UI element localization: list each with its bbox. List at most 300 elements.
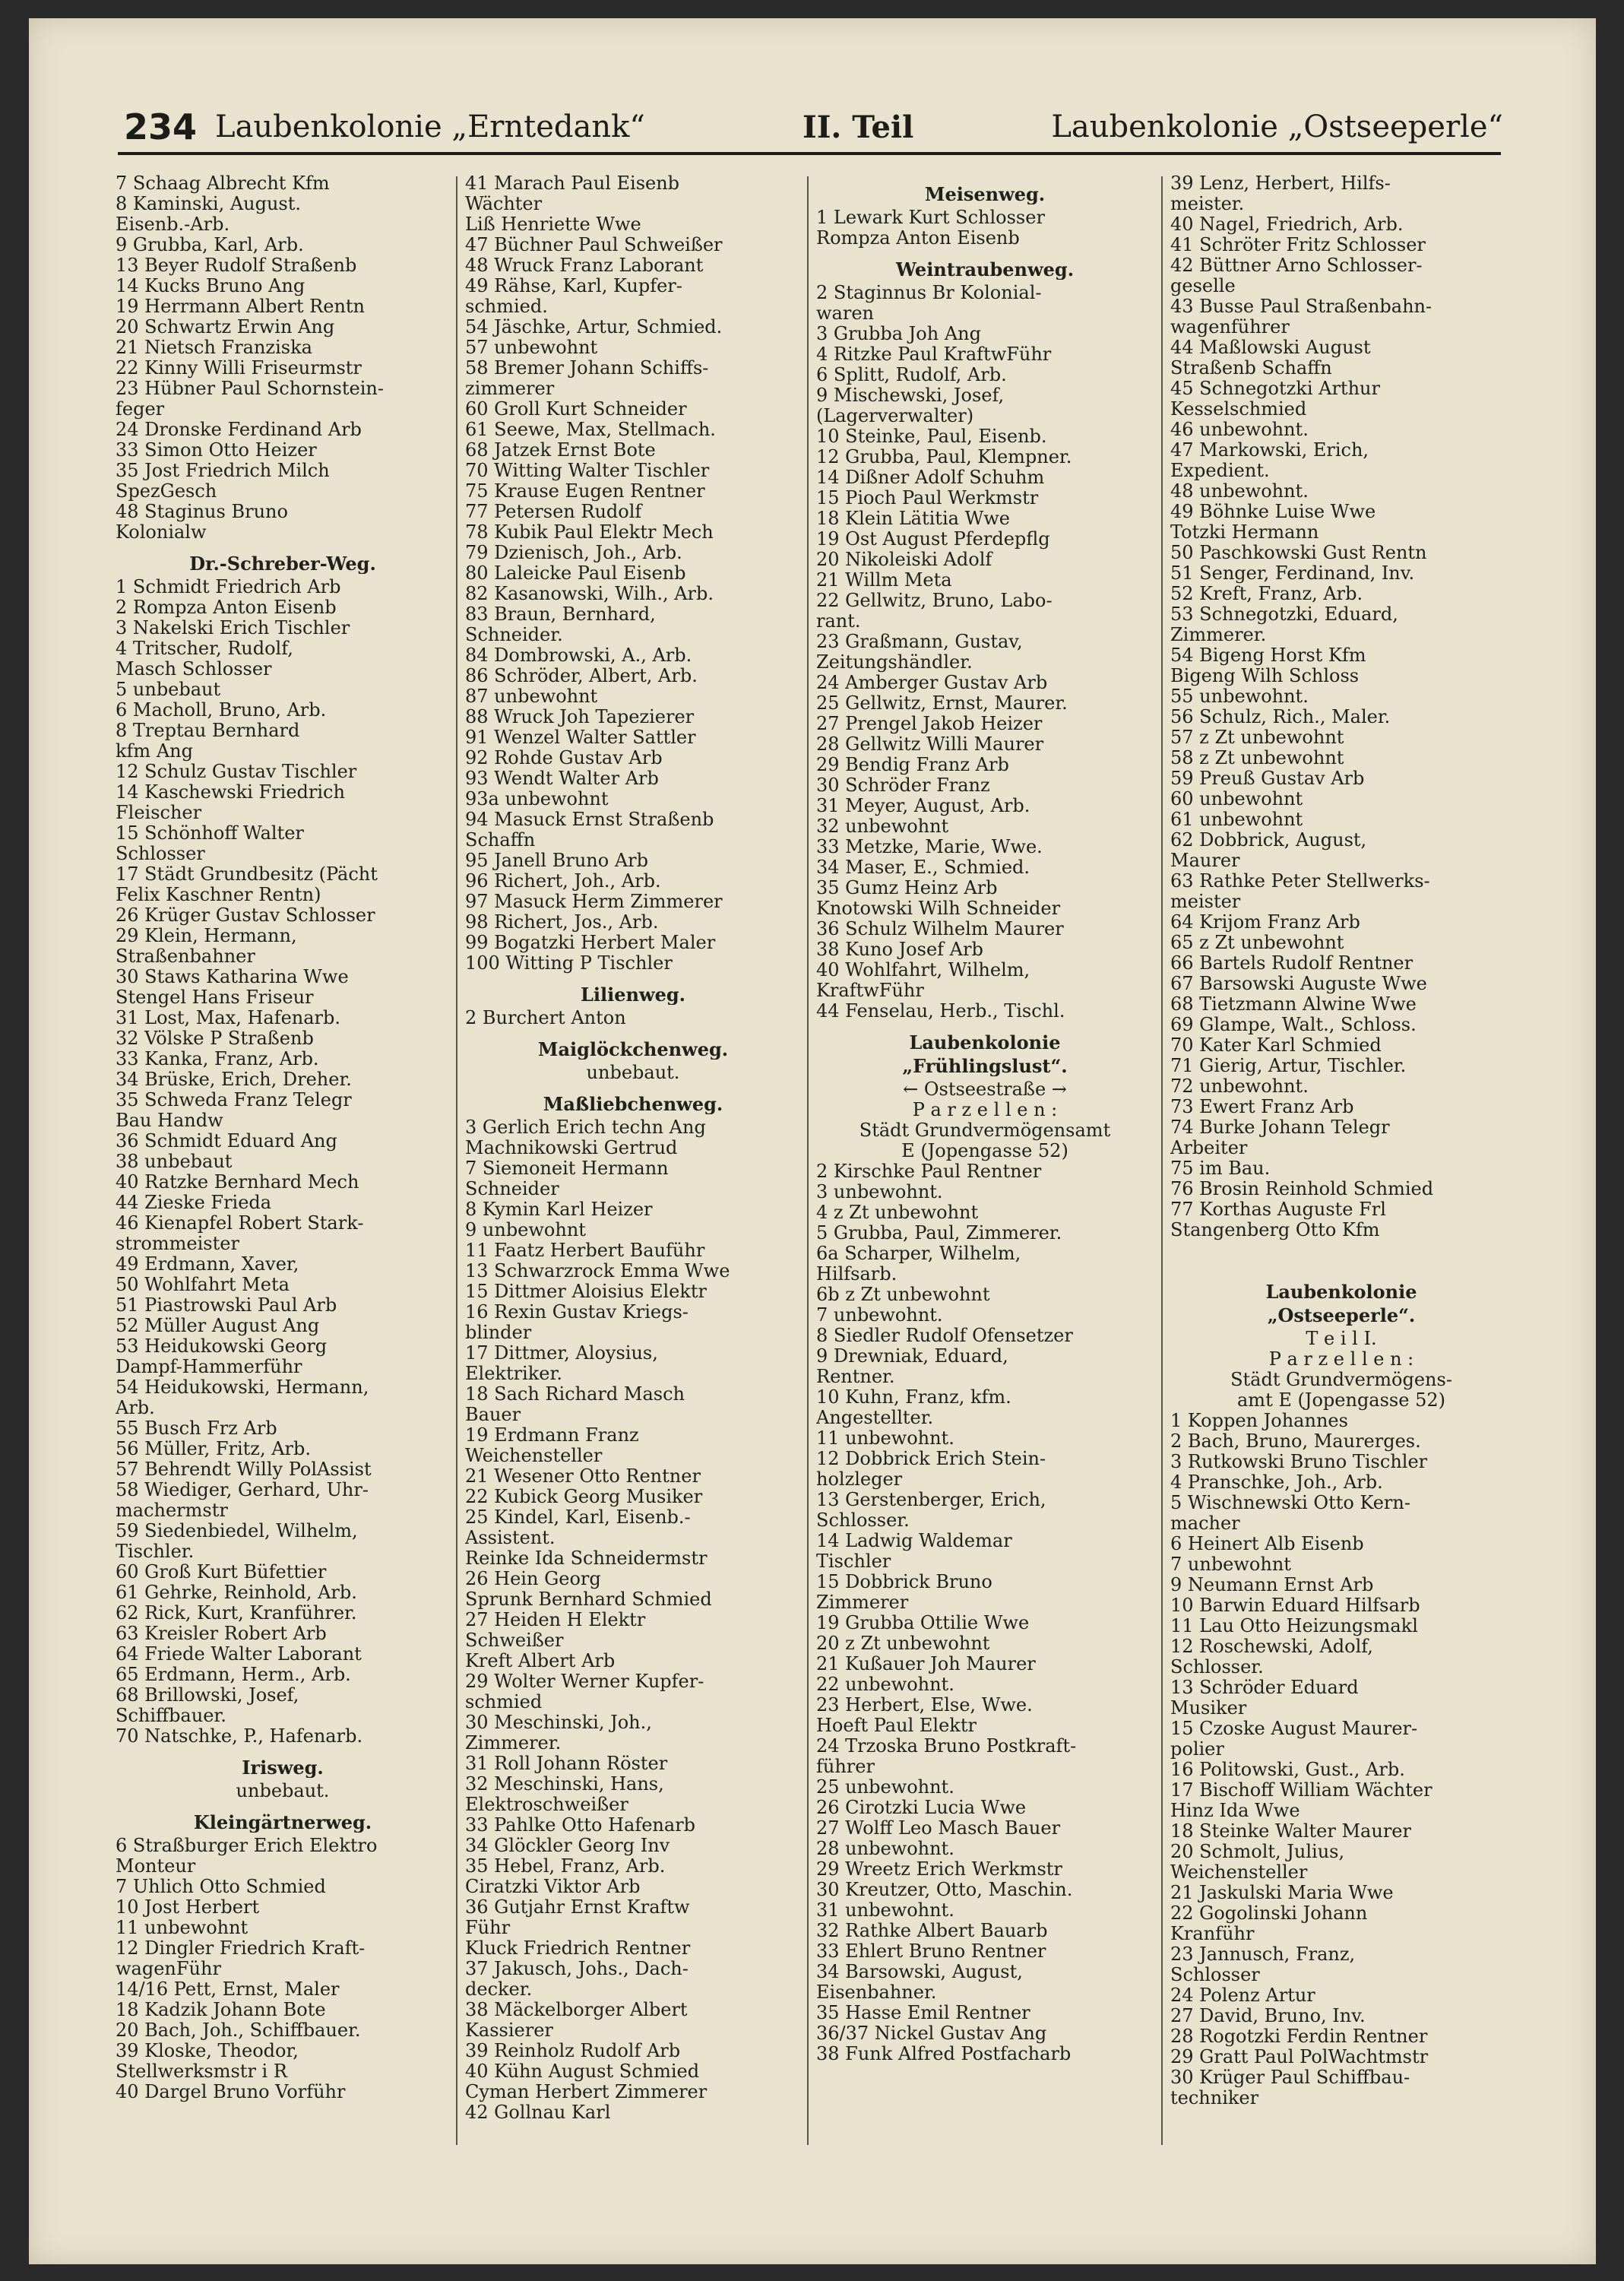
directory-entry: 40 Ratzke Bernhard Mech <box>116 1172 359 1193</box>
page-number: 234 <box>124 106 198 147</box>
section-note: unbebaut. <box>586 1063 680 1083</box>
directory-entry: 52 Kreft, Franz, Arb. <box>1170 584 1363 604</box>
directory-entry: 15 Dobbrick Bruno <box>816 1572 992 1592</box>
directory-entry: Rompza Anton Eisenb <box>816 228 1020 249</box>
directory-entry: Schweißer <box>465 1630 564 1651</box>
directory-entry: Straßenbahner <box>116 946 255 967</box>
directory-entry: Sprunk Bernhard Schmied <box>465 1589 712 1610</box>
section-heading: Meisenweg. <box>924 184 1046 204</box>
directory-entry: techniker <box>1170 2088 1259 2108</box>
directory-entry: 70 Kater Karl Schmied <box>1170 1035 1382 1056</box>
directory-entry: 17 Bischoff William Wächter <box>1170 1780 1432 1801</box>
directory-entry: 1 Lewark Kurt Schlosser <box>816 208 1045 228</box>
section-note: Städt Grundvermögens- <box>1230 1370 1452 1390</box>
directory-entry: 34 Barsowski, August, <box>816 1962 1023 1982</box>
section-heading: Maiglöckchenweg. <box>537 1039 729 1060</box>
directory-entry: 76 Brosin Reinhold Schmied <box>1170 1179 1434 1199</box>
spacer <box>1170 1240 1512 1271</box>
directory-entry: 55 unbewohnt. <box>1170 686 1309 707</box>
directory-entry: 7 Siemoneit Hermann <box>465 1158 669 1179</box>
directory-entry: polier <box>1170 1739 1224 1760</box>
directory-entry: Elektriker. <box>465 1364 562 1384</box>
directory-entry: 21 Nietsch Franziska <box>116 337 312 358</box>
directory-entry: 7 Uhlich Otto Schmied <box>116 1877 326 1897</box>
directory-entry: 29 Bendig Franz Arb <box>816 755 1009 775</box>
directory-entry: 63 Rathke Peter Stellwerks- <box>1170 871 1430 892</box>
directory-entry: zimmerer <box>465 379 555 399</box>
directory-entry: 3 Nakelski Erich Tischler <box>116 618 350 638</box>
directory-entry: 40 Nagel, Friedrich, Arb. <box>1170 214 1404 235</box>
directory-entry: 35 Jost Friedrich Milch <box>116 461 330 481</box>
directory-entry: 35 Hasse Emil Rentner <box>816 2003 1030 2023</box>
directory-entry: 28 Gellwitz Willi Maurer <box>816 734 1044 755</box>
directory-entry: Schaffn <box>465 830 536 851</box>
directory-entry: 61 Seewe, Max, Stellmach. <box>465 420 716 440</box>
directory-entry: 15 Dittmer Aloisius Elektr <box>465 1281 708 1302</box>
directory-entry: 54 Heidukowski, Hermann, <box>116 1377 369 1398</box>
directory-entry: holzleger <box>816 1469 903 1490</box>
directory-entry: Bigeng Wilh Schloss <box>1170 666 1360 686</box>
directory-entry: 69 Glampe, Walt., Schloss. <box>1170 1015 1417 1035</box>
directory-entry: 60 unbewohnt <box>1170 789 1303 809</box>
directory-entry: 31 Lost, Max, Hafenarb. <box>116 1008 341 1028</box>
directory-entry: 40 Kühn August Schmied <box>465 2061 700 2082</box>
directory-entry: Hilfsarb. <box>816 1264 897 1285</box>
directory-entry: 12 Grubba, Paul, Klempner. <box>816 447 1072 467</box>
directory-entry: 30 Staws Katharina Wwe <box>116 967 349 987</box>
directory-entry: blinder <box>465 1323 532 1343</box>
directory-entry: Hinz Ida Wwe <box>1170 1801 1300 1821</box>
directory-entry: 29 Wreetz Erich Werkmstr <box>816 1859 1062 1880</box>
directory-entry: 75 Krause Eugen Rentner <box>465 481 705 502</box>
directory-entry: 48 Wruck Franz Laborant <box>465 255 704 276</box>
directory-entry: 40 Dargel Bruno Vorführ <box>116 2082 346 2102</box>
directory-entry: 5 Grubba, Paul, Zimmerer. <box>816 1223 1062 1243</box>
header-center-title: II. Teil <box>803 109 914 145</box>
directory-entry: Zimmerer. <box>1170 625 1267 645</box>
section-heading: „Frühlingslust“. <box>902 1056 1068 1076</box>
directory-entry: 14 Ladwig Waldemar <box>816 1531 1012 1551</box>
directory-entry: 10 Steinke, Paul, Eisenb. <box>816 426 1047 447</box>
directory-entry: 21 Kußauer Joh Maurer <box>816 1654 1036 1674</box>
directory-entry: Schiffbauer. <box>116 1706 226 1726</box>
directory-entry: Rentner. <box>816 1367 895 1387</box>
directory-entry: 25 Gellwitz, Ernst, Maurer. <box>816 693 1068 714</box>
directory-entry: 50 Wohlfahrt Meta <box>116 1275 290 1295</box>
directory-entry: Fleischer <box>116 803 202 823</box>
directory-entry: 30 Kreutzer, Otto, Maschin. <box>816 1880 1073 1900</box>
directory-entry: schmied. <box>465 296 548 317</box>
directory-entry: Stangenberg Otto Kfm <box>1170 1220 1380 1240</box>
directory-entry: Schlosser <box>116 844 205 864</box>
directory-entry: 70 Natschke, P., Hafenarb. <box>116 1726 363 1747</box>
directory-entry: Zimmerer. <box>465 1733 562 1754</box>
directory-entry: 40 Wohlfahrt, Wilhelm, <box>816 960 1030 981</box>
directory-entry: 6 Macholl, Bruno, Arb. <box>116 700 327 721</box>
directory-entry: Machnikowski Gertrud <box>465 1138 678 1158</box>
directory-entry: 33 Pahlke Otto Hafenarb <box>465 1815 696 1836</box>
directory-entry: 98 Richert, Jos., Arb. <box>465 912 659 933</box>
column-1 <box>116 173 450 2150</box>
directory-entry: Schlosser. <box>1170 1657 1264 1677</box>
directory-entry: 38 Funk Alfred Postfacharb <box>816 2044 1072 2064</box>
directory-entry: Felix Kaschner Rentn) <box>116 885 321 905</box>
directory-entry: decker. <box>465 1979 533 2000</box>
section-heading: „Ostseeperle“. <box>1267 1305 1416 1326</box>
directory-entry: Assistent. <box>465 1528 556 1548</box>
directory-entry: Wächter <box>465 194 543 214</box>
directory-entry: 9 Grubba, Karl, Arb. <box>116 235 304 255</box>
directory-entry: Eisenbahner. <box>816 1982 937 2003</box>
directory-entry: 99 Bogatzki Herbert Maler <box>465 933 716 953</box>
directory-entry: Hoeft Paul Elektr <box>816 1716 977 1736</box>
directory-entry: 77 Korthas Auguste Frl <box>1170 1199 1386 1220</box>
directory-entry: Reinke Ida Schneidermstr <box>465 1548 708 1569</box>
directory-entry: 38 unbebaut <box>116 1152 233 1172</box>
directory-entry: 6b z Zt unbewohnt <box>816 1285 990 1305</box>
directory-entry: 20 z Zt unbewohnt <box>816 1633 990 1654</box>
directory-entry: 7 unbewohnt <box>1170 1554 1291 1575</box>
directory-entry: 24 Amberger Gustav Arb <box>816 673 1048 693</box>
directory-entry: 79 Dzienisch, Joh., Arb. <box>465 543 682 563</box>
directory-entry: 73 Ewert Franz Arb <box>1170 1097 1354 1117</box>
directory-entry: Eisenb.-Arb. <box>116 214 230 235</box>
directory-entry: 44 Fenselau, Herb., Tischl. <box>816 1001 1065 1022</box>
directory-entry: 1 Schmidt Friedrich Arb <box>116 577 341 597</box>
directory-entry: 14 Dißner Adolf Schuhm <box>816 467 1045 488</box>
directory-entry: macher <box>1170 1513 1240 1534</box>
directory-entry: 51 Senger, Ferdinand, Inv. <box>1170 563 1415 584</box>
directory-entry: 93a unbewohnt <box>465 789 609 809</box>
directory-entry: 13 Beyer Rudolf Straßenb <box>116 255 357 276</box>
directory-entry: 52 Müller August Ang <box>116 1316 320 1336</box>
directory-entry: 31 Roll Johann Röster <box>465 1754 668 1774</box>
directory-entry: 82 Kasanowski, Wilh., Arb. <box>465 584 714 604</box>
directory-entry: 11 Faatz Herbert Bauführ <box>465 1240 705 1261</box>
directory-entry: 29 Klein, Hermann, <box>116 926 297 946</box>
directory-entry: 93 Wendt Walter Arb <box>465 768 659 789</box>
directory-entry: 51 Piastrowski Paul Arb <box>116 1295 337 1316</box>
directory-entry: 29 Wolter Werner Kupfer- <box>465 1671 704 1692</box>
directory-entry: 86 Schröder, Albert, Arb. <box>465 666 698 686</box>
directory-entry: 12 Roschewski, Adolf, <box>1170 1636 1373 1657</box>
directory-entry: 19 Erdmann Franz <box>465 1425 639 1446</box>
directory-entry: 21 Wesener Otto Rentner <box>465 1466 701 1487</box>
directory-entry: 12 Dobbrick Erich Stein- <box>816 1449 1046 1469</box>
directory-entry: 39 Reinholz Rudolf Arb <box>465 2041 681 2061</box>
directory-entry: 3 unbewohnt. <box>816 1182 943 1202</box>
directory-entry: 42 Büttner Arno Schlosser- <box>1170 255 1423 276</box>
directory-entry: strommeister <box>116 1234 239 1254</box>
directory-entry: Stellwerksmstr i R <box>116 2061 287 2082</box>
directory-entry: Bauer <box>465 1405 521 1425</box>
directory-entry: 57 Behrendt Willy PolAssist <box>116 1459 372 1480</box>
directory-entry: kfm Ang <box>116 741 193 762</box>
directory-entry: schmied <box>465 1692 543 1712</box>
directory-entry: 18 Kadzik Johann Bote <box>116 2000 326 2020</box>
directory-entry: 75 im Bau. <box>1170 1158 1271 1179</box>
section-note: E (Jopengasse 52) <box>901 1141 1068 1161</box>
directory-entry: 31 Meyer, August, Arb. <box>816 796 1030 816</box>
directory-entry: 34 Maser, E., Schmied. <box>816 857 1030 878</box>
directory-entry: 16 Rexin Gustav Kriegs- <box>465 1302 689 1323</box>
directory-entry: 18 Sach Richard Masch <box>465 1384 685 1405</box>
directory-entry: 22 Kinny Willi Friseurmstr <box>116 358 362 379</box>
directory-entry: wagenFühr <box>116 1959 221 1979</box>
directory-entry: Elektroschweißer <box>465 1795 628 1815</box>
directory-entry: 63 Kreisler Robert Arb <box>116 1624 327 1644</box>
directory-entry: 46 Kienapfel Robert Stark- <box>116 1213 364 1234</box>
directory-entry: 33 Ehlert Bruno Rentner <box>816 1941 1046 1962</box>
section-heading: Irisweg. <box>242 1757 324 1778</box>
directory-entry: 49 Rähse, Karl, Kupfer- <box>465 276 682 296</box>
directory-entry: geselle <box>1170 276 1236 296</box>
directory-entry: 22 Kubick Georg Musiker <box>465 1487 703 1507</box>
directory-entry: 47 Büchner Paul Schweißer <box>465 235 723 255</box>
directory-entry: 41 Schröter Fritz Schlosser <box>1170 235 1426 255</box>
directory-entry: 32 unbewohnt <box>816 816 949 837</box>
directory-entry: 15 Pioch Paul Werkmstr <box>816 488 1039 508</box>
directory-entry: 92 Rohde Gustav Arb <box>465 748 663 768</box>
directory-entry: 68 Jatzek Ernst Bote <box>465 440 656 461</box>
directory-entry: 33 Kanka, Franz, Arb. <box>116 1049 319 1069</box>
directory-entry: 61 Gehrke, Reinhold, Arb. <box>116 1582 357 1603</box>
directory-entry: 61 unbewohnt <box>1170 809 1303 830</box>
header-rule <box>118 152 1501 155</box>
column-3 <box>816 173 1154 2150</box>
directory-entry: machermstr <box>116 1500 228 1521</box>
directory-entry: 49 Erdmann, Xaver, <box>116 1254 299 1275</box>
directory-entry: 10 Jost Herbert <box>116 1897 260 1918</box>
directory-entry: 77 Petersen Rudolf <box>465 502 642 522</box>
section-note: T e i l I. <box>1306 1329 1377 1349</box>
directory-entry: 21 Jaskulski Maria Wwe <box>1170 1883 1394 1903</box>
section-heading: Kleingärtnerweg. <box>193 1812 372 1833</box>
column-4 <box>1170 173 1512 2150</box>
column-2 <box>465 173 801 2150</box>
directory-entry: 19 Grubba Ottilie Wwe <box>816 1613 1030 1633</box>
directory-entry: 6a Scharper, Wilhelm, <box>816 1243 1021 1264</box>
directory-entry: 19 Herrmann Albert Rentn <box>116 296 366 317</box>
directory-entry: 12 Dingler Friedrich Kraft- <box>116 1938 366 1959</box>
directory-entry: SpezGesch <box>116 481 217 502</box>
directory-entry: 66 Bartels Rudolf Rentner <box>1170 953 1413 974</box>
directory-entry: Bau Handw <box>116 1110 223 1131</box>
directory-entry: 53 Heidukowski Georg <box>116 1336 328 1357</box>
directory-entry: 49 Böhnke Luise Wwe <box>1170 502 1376 522</box>
directory-entry: 18 Steinke Walter Maurer <box>1170 1821 1411 1842</box>
directory-entry: 83 Braun, Bernhard, <box>465 604 656 625</box>
directory-entry: Tischler. <box>116 1541 195 1562</box>
section-heading: Laubenkolonie <box>1265 1281 1417 1302</box>
directory-entry: 24 Trzoska Bruno Postkraft- <box>816 1736 1077 1757</box>
directory-entry: 100 Witting P Tischler <box>465 953 673 974</box>
directory-entry: 41 Marach Paul Eisenb <box>465 173 680 194</box>
directory-entry: 23 Jannusch, Franz, <box>1170 1944 1356 1965</box>
directory-entry: meister <box>1170 892 1241 912</box>
section-heading: Maßliebchenweg. <box>543 1094 723 1114</box>
directory-entry: Weichensteller <box>465 1446 603 1466</box>
directory-entry: 50 Paschkowski Gust Rentn <box>1170 543 1427 563</box>
directory-entry: 27 Wolff Leo Masch Bauer <box>816 1818 1061 1839</box>
directory-entry: 34 Glöckler Georg Inv <box>465 1836 670 1856</box>
directory-entry: Cyman Herbert Zimmerer <box>465 2082 708 2102</box>
directory-entry: Maurer <box>1170 851 1240 871</box>
directory-entry: 8 Siedler Rudolf Ofensetzer <box>816 1326 1073 1346</box>
directory-entry: 2 Burchert Anton <box>465 1008 626 1028</box>
directory-entry: 11 Lau Otto Heizungsmakl <box>1170 1616 1418 1636</box>
directory-entry: Kesselschmied <box>1170 399 1307 420</box>
directory-entry: Stengel Hans Friseur <box>116 987 314 1008</box>
directory-entry: 4 Tritscher, Rudolf, <box>116 638 293 659</box>
directory-entry: 7 unbewohnt. <box>816 1305 943 1326</box>
directory-entry: 72 unbewohnt. <box>1170 1076 1309 1097</box>
section-note: P a r z e l l e n : <box>1268 1349 1414 1370</box>
directory-entry: 65 z Zt unbewohnt <box>1170 933 1344 953</box>
directory-entry: rant. <box>816 611 861 632</box>
directory-entry: 56 Müller, Fritz, Arb. <box>116 1439 311 1459</box>
directory-entry: 13 Schröder Eduard <box>1170 1677 1359 1698</box>
section-note: Städt Grundvermögensamt <box>859 1120 1111 1141</box>
directory-entry: (Lagerverwalter) <box>816 406 974 426</box>
directory-entry: 8 Kymin Karl Heizer <box>465 1199 653 1220</box>
directory-entry: 30 Schröder Franz <box>816 775 990 796</box>
directory-entry: führer <box>816 1757 875 1777</box>
directory-entry: 64 Krijom Franz Arb <box>1170 912 1360 933</box>
directory-entry: wagenführer <box>1170 317 1290 337</box>
directory-entry: 20 Bach, Joh., Schiffbauer. <box>116 2020 361 2041</box>
directory-entry: 3 Gerlich Erich techn Ang <box>465 1117 706 1138</box>
directory-entry: 25 Kindel, Karl, Eisenb.- <box>465 1507 691 1528</box>
column-divider <box>456 176 457 2145</box>
directory-entry: 96 Richert, Joh., Arb. <box>465 871 661 892</box>
directory-entry: 44 Zieske Frieda <box>116 1193 272 1213</box>
directory-entry: 5 Wischnewski Otto Kern- <box>1170 1493 1410 1513</box>
directory-entry: Masch Schlosser <box>116 659 272 680</box>
directory-entry: 26 Cirotzki Lucia Wwe <box>816 1798 1027 1818</box>
directory-entry: 2 Rompza Anton Eisenb <box>116 597 337 618</box>
section-note: ← Ostseestraße → <box>903 1079 1067 1100</box>
directory-entry: 35 Schweda Franz Telegr <box>116 1090 352 1110</box>
directory-entry: 58 Wiediger, Gerhard, Uhr- <box>116 1480 369 1500</box>
directory-entry: 28 unbewohnt. <box>816 1839 954 1859</box>
directory-entry: 68 Brillowski, Josef, <box>116 1685 299 1706</box>
directory-entry: 58 Bremer Johann Schiffs- <box>465 358 709 379</box>
section-heading: Laubenkolonie <box>909 1032 1061 1053</box>
section-note: amt E (Jopengasse 52) <box>1237 1390 1445 1411</box>
directory-entry: Zeitungshändler. <box>816 652 973 673</box>
directory-entry: Dampf-Hammerführ <box>116 1357 302 1377</box>
page-header <box>90 91 1503 152</box>
directory-entry: Schlosser <box>1170 1965 1260 1985</box>
directory-entry: 71 Gierig, Artur, Tischler. <box>1170 1056 1407 1076</box>
directory-entry: 14 Kucks Bruno Ang <box>116 276 305 296</box>
directory-entry: Kassierer <box>465 2020 553 2041</box>
directory-entry: 12 Schulz Gustav Tischler <box>116 762 357 782</box>
directory-entry: 11 unbewohnt <box>116 1918 249 1938</box>
directory-entry: 4 Ritzke Paul KraftwFühr <box>816 344 1052 365</box>
directory-entry: Expedient. <box>1170 461 1270 481</box>
directory-entry: 3 Grubba Joh Ang <box>816 324 981 344</box>
directory-entry: 21 Willm Meta <box>816 570 952 591</box>
directory-entry: 97 Masuck Herm Zimmerer <box>465 892 723 912</box>
header-right-title: Laubenkolonie „Ostseeperle“ <box>1051 109 1503 144</box>
directory-entry: 9 Mischewski, Josef, <box>816 385 1005 406</box>
directory-entry: 14/16 Pett, Ernst, Maler <box>116 1979 340 2000</box>
directory-entry: 17 Städt Grundbesitz (Pächt <box>116 864 378 885</box>
directory-entry: 28 Rogotzki Ferdin Rentner <box>1170 2026 1428 2047</box>
directory-entry: meister. <box>1170 194 1245 214</box>
directory-entry: Kranführ <box>1170 1924 1255 1944</box>
directory-entry: 2 Bach, Bruno, Maurerges. <box>1170 1431 1421 1452</box>
directory-entry: 67 Barsowski Auguste Wwe <box>1170 974 1427 994</box>
directory-entry: 36 Schmidt Eduard Ang <box>116 1131 337 1152</box>
directory-entry: 4 z Zt unbewohnt <box>816 1202 979 1223</box>
directory-entry: Ciratzki Viktor Arb <box>465 1877 641 1897</box>
directory-entry: 94 Masuck Ernst Straßenb <box>465 809 714 830</box>
section-heading: Lilienweg. <box>580 984 685 1005</box>
directory-entry: Monteur <box>116 1856 196 1877</box>
directory-entry: 29 Gratt Paul PolWachtmstr <box>1170 2047 1429 2067</box>
directory-entry: 30 Meschinski, Joh., <box>465 1712 652 1733</box>
directory-entry: 44 Maßlowski August <box>1170 337 1371 358</box>
directory-entry: 37 Jakusch, Johs., Dach- <box>465 1959 689 1979</box>
directory-entry: 62 Rick, Kurt, Kranführer. <box>116 1603 357 1624</box>
directory-entry: 33 Metzke, Marie, Wwe. <box>816 837 1043 857</box>
directory-entry: 88 Wruck Joh Tapezierer <box>465 707 695 727</box>
directory-entry: 10 Kuhn, Franz, kfm. <box>816 1387 1011 1408</box>
directory-entry: 15 Schönhoff Walter <box>116 823 304 844</box>
directory-entry: 70 Witting Walter Tischler <box>465 461 710 481</box>
directory-entry: 13 Schwarzrock Emma Wwe <box>465 1261 730 1281</box>
directory-entry: Knotowski Wilh Schneider <box>816 898 1061 919</box>
directory-entry: 68 Tietzmann Alwine Wwe <box>1170 994 1417 1015</box>
directory-entry: 9 unbewohnt <box>465 1220 586 1240</box>
directory-entry: 24 Polenz Artur <box>1170 1985 1315 2006</box>
directory-entry: 22 unbewohnt. <box>816 1674 954 1695</box>
directory-entry: 64 Friede Walter Laborant <box>116 1644 362 1665</box>
directory-entry: 9 Neumann Ernst Arb <box>1170 1575 1374 1595</box>
directory-entry: 33 Simon Otto Heizer <box>116 440 317 461</box>
directory-entry: 13 Gerstenberger, Erich, <box>816 1490 1046 1510</box>
directory-entry: Kolonialw <box>116 522 207 543</box>
directory-entry: 6 Splitt, Rudolf, Arb. <box>816 365 1007 385</box>
directory-entry: Liß Henriette Wwe <box>465 214 641 235</box>
directory-entry: 58 z Zt unbewohnt <box>1170 748 1344 768</box>
directory-entry: 47 Markowski, Erich, <box>1170 440 1369 461</box>
directory-entry: 27 Prengel Jakob Heizer <box>816 714 1043 734</box>
directory-entry: Weichensteller <box>1170 1862 1308 1883</box>
directory-entry: 20 Schwartz Erwin Ang <box>116 317 335 337</box>
directory-entry: 54 Jäschke, Artur, Schmied. <box>465 317 723 337</box>
directory-entry: 65 Erdmann, Herm., Arb. <box>116 1665 351 1685</box>
directory-entry: Zimmerer <box>816 1592 909 1613</box>
directory-entry: 11 unbewohnt. <box>816 1428 954 1449</box>
directory-entry: KraftwFühr <box>816 981 924 1001</box>
directory-entry: 84 Dombrowski, A., Arb. <box>465 645 692 666</box>
directory-entry: 31 unbewohnt. <box>816 1900 954 1921</box>
directory-entry: 57 unbewohnt <box>465 337 598 358</box>
directory-entry: 2 Staginnus Br Kolonial- <box>816 283 1042 303</box>
directory-entry: 36 Schulz Wilhelm Maurer <box>816 919 1064 939</box>
directory-entry: Straßenb Schaffn <box>1170 358 1332 379</box>
directory-entry: Schneider. <box>465 625 563 645</box>
directory-entry: 23 Hübner Paul Schornstein- <box>116 379 384 399</box>
directory-entry: 23 Graßmann, Gustav, <box>816 632 1023 652</box>
directory-entry: 23 Herbert, Else, Wwe. <box>816 1695 1033 1716</box>
directory-entry: 26 Hein Georg <box>465 1569 601 1589</box>
directory-entry: 53 Schnegotzki, Eduard, <box>1170 604 1398 625</box>
